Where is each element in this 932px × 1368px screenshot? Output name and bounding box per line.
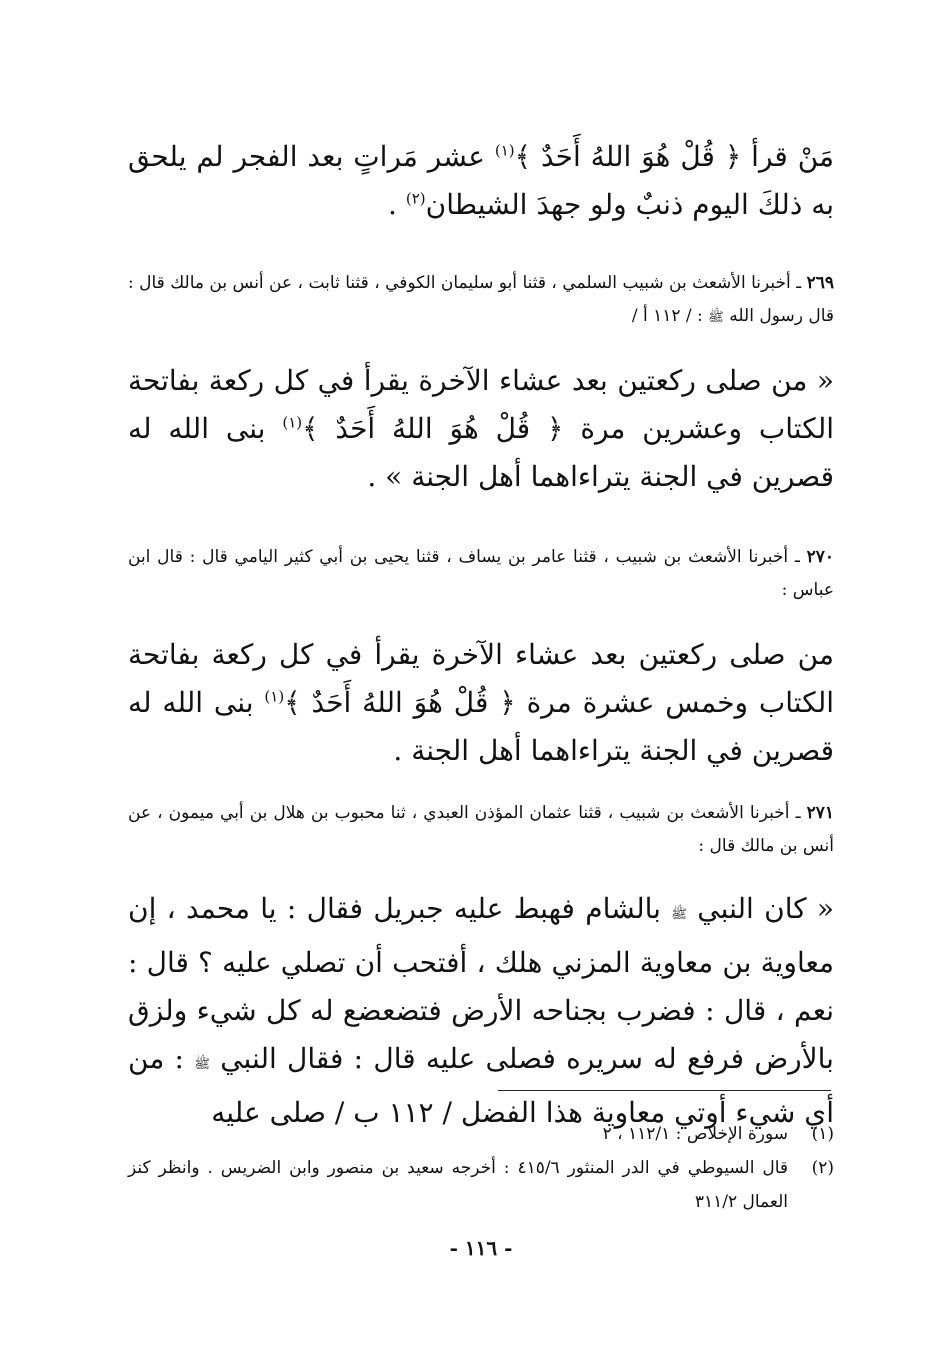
hadith-270-text bbox=[128, 631, 834, 775]
hadith-number: ٢٧١ bbox=[806, 803, 835, 823]
isnad-text: ـ أخبرنا الأشعث بن شبيب ، قثنا عامر بن يساف ، قثنا يحيى بن أبي كثير اليامي قال : قال ابن عباس : bbox=[128, 547, 834, 600]
hadith-271-chain bbox=[128, 797, 834, 863]
matn-end: بنى الله له قصرين في الجنة يتراءاهما أهل الجنة » . bbox=[128, 412, 834, 493]
isnad-text: ـ أخبرنا الأشعث بن شبيب السلمي ، قثنا أبو سليمان الكوفي ، قثنا ثابت ، عن أنس بن مالك قال : قال رسول الله bbox=[128, 273, 834, 326]
matn-end: بنى الله له قصرين في الجنة يتراءاهما أهل الجنة . bbox=[128, 686, 834, 767]
book-page bbox=[128, 0, 834, 1368]
isnad-text: ـ أخبرنا الأشعث بن شبيب ، قثنا عثمان المؤذن العبدي ، ثنا محبوب بن هلال بن أبي ميمون ، عن أنس بن مالك قال : bbox=[128, 803, 834, 856]
footnote-item bbox=[128, 1117, 834, 1151]
page-number: - ١١٦ - bbox=[449, 1236, 513, 1260]
matn-part-a: « كان النبي bbox=[697, 892, 834, 925]
hadith-number: ٢٦٩ bbox=[806, 273, 835, 293]
hadith-270-chain bbox=[128, 541, 834, 607]
matn-lead: من صلى ركعتين بعد عشاء الآخرة يقرأ في كل ركعة بفاتحة الكتاب وخمس عشرة مرة bbox=[128, 638, 835, 719]
footnote-text: سورة الإخلاص : ١١٢/١ ، ٢ bbox=[602, 1124, 788, 1144]
honorific-glyph: ﷺ bbox=[671, 907, 687, 922]
footnote-marker: (٢) bbox=[405, 189, 426, 208]
quran-verse: ﴿ قُلْ هُوَ اللهُ أَحَدٌ ﴾ bbox=[302, 412, 564, 445]
manuscript-folio: : / ١١٢ أ / bbox=[631, 306, 703, 326]
footnote-number: (١) bbox=[811, 1124, 834, 1144]
matn-part-b: بالشام فهبط عليه جبريل فقال : يا محمد ، إن معاوية بن معاوية المزني هلك ، أفتحب أن تصلي عليه ؟ قال : نعم ، قال : فضرب بجناحه الأرض فتضعضع له كل شيء ولزق بالأرض فرفع له سريره فصلى عليه قال : فقال النبي bbox=[128, 892, 834, 1075]
hadith-271-text bbox=[128, 885, 834, 1137]
honorific-glyph: ﷺ bbox=[194, 1057, 210, 1072]
footnotes bbox=[128, 1117, 834, 1219]
honorific-glyph: ﷺ bbox=[708, 310, 724, 325]
footnote-separator bbox=[498, 1090, 831, 1091]
matn-part-c: : من أي شيء أوتي معاوية هذا الفضل / ١١٢ ب / صلى عليه bbox=[128, 1042, 834, 1129]
hadith-number: ٢٧٠ bbox=[806, 547, 834, 567]
footnote-marker: (١) bbox=[282, 413, 303, 432]
footnote-item bbox=[128, 1151, 834, 1219]
opening-lead: مَنْ قرأ bbox=[751, 140, 835, 173]
footnote-number: (٢) bbox=[811, 1158, 834, 1178]
quran-verse: ﴿ قُلْ هُوَ اللهُ أَحَدٌ ﴾ bbox=[284, 686, 516, 719]
hadith-269-chain bbox=[128, 267, 834, 334]
footnote-marker: (١) bbox=[494, 141, 515, 160]
footnote-marker: (١) bbox=[264, 687, 285, 706]
opening-end: . bbox=[388, 188, 397, 221]
matn-lead: « من صلى ركعتين بعد عشاء الآخرة يقرأ في كل ركعة بفاتحة الكتاب وعشرين مرة bbox=[128, 364, 835, 445]
hadith-269-text bbox=[128, 357, 834, 501]
opening-rest: عشر مَراتٍ بعد الفجر لم يلحق به ذلكَ اليوم ذنبٌ ولو جهدَ الشيطان bbox=[128, 140, 834, 221]
opening-paragraph bbox=[128, 133, 834, 229]
quran-verse: ﴿ قُلْ هُوَ اللهُ أَحَدٌ ﴾ bbox=[514, 140, 742, 173]
footnote-text: قال السيوطي في الدر المنثور ٤١٥/٦ : أخرجه سعيد بن منصور وابن الضريس . وانظر كنز العمال ٣١١/٢ bbox=[128, 1158, 789, 1212]
